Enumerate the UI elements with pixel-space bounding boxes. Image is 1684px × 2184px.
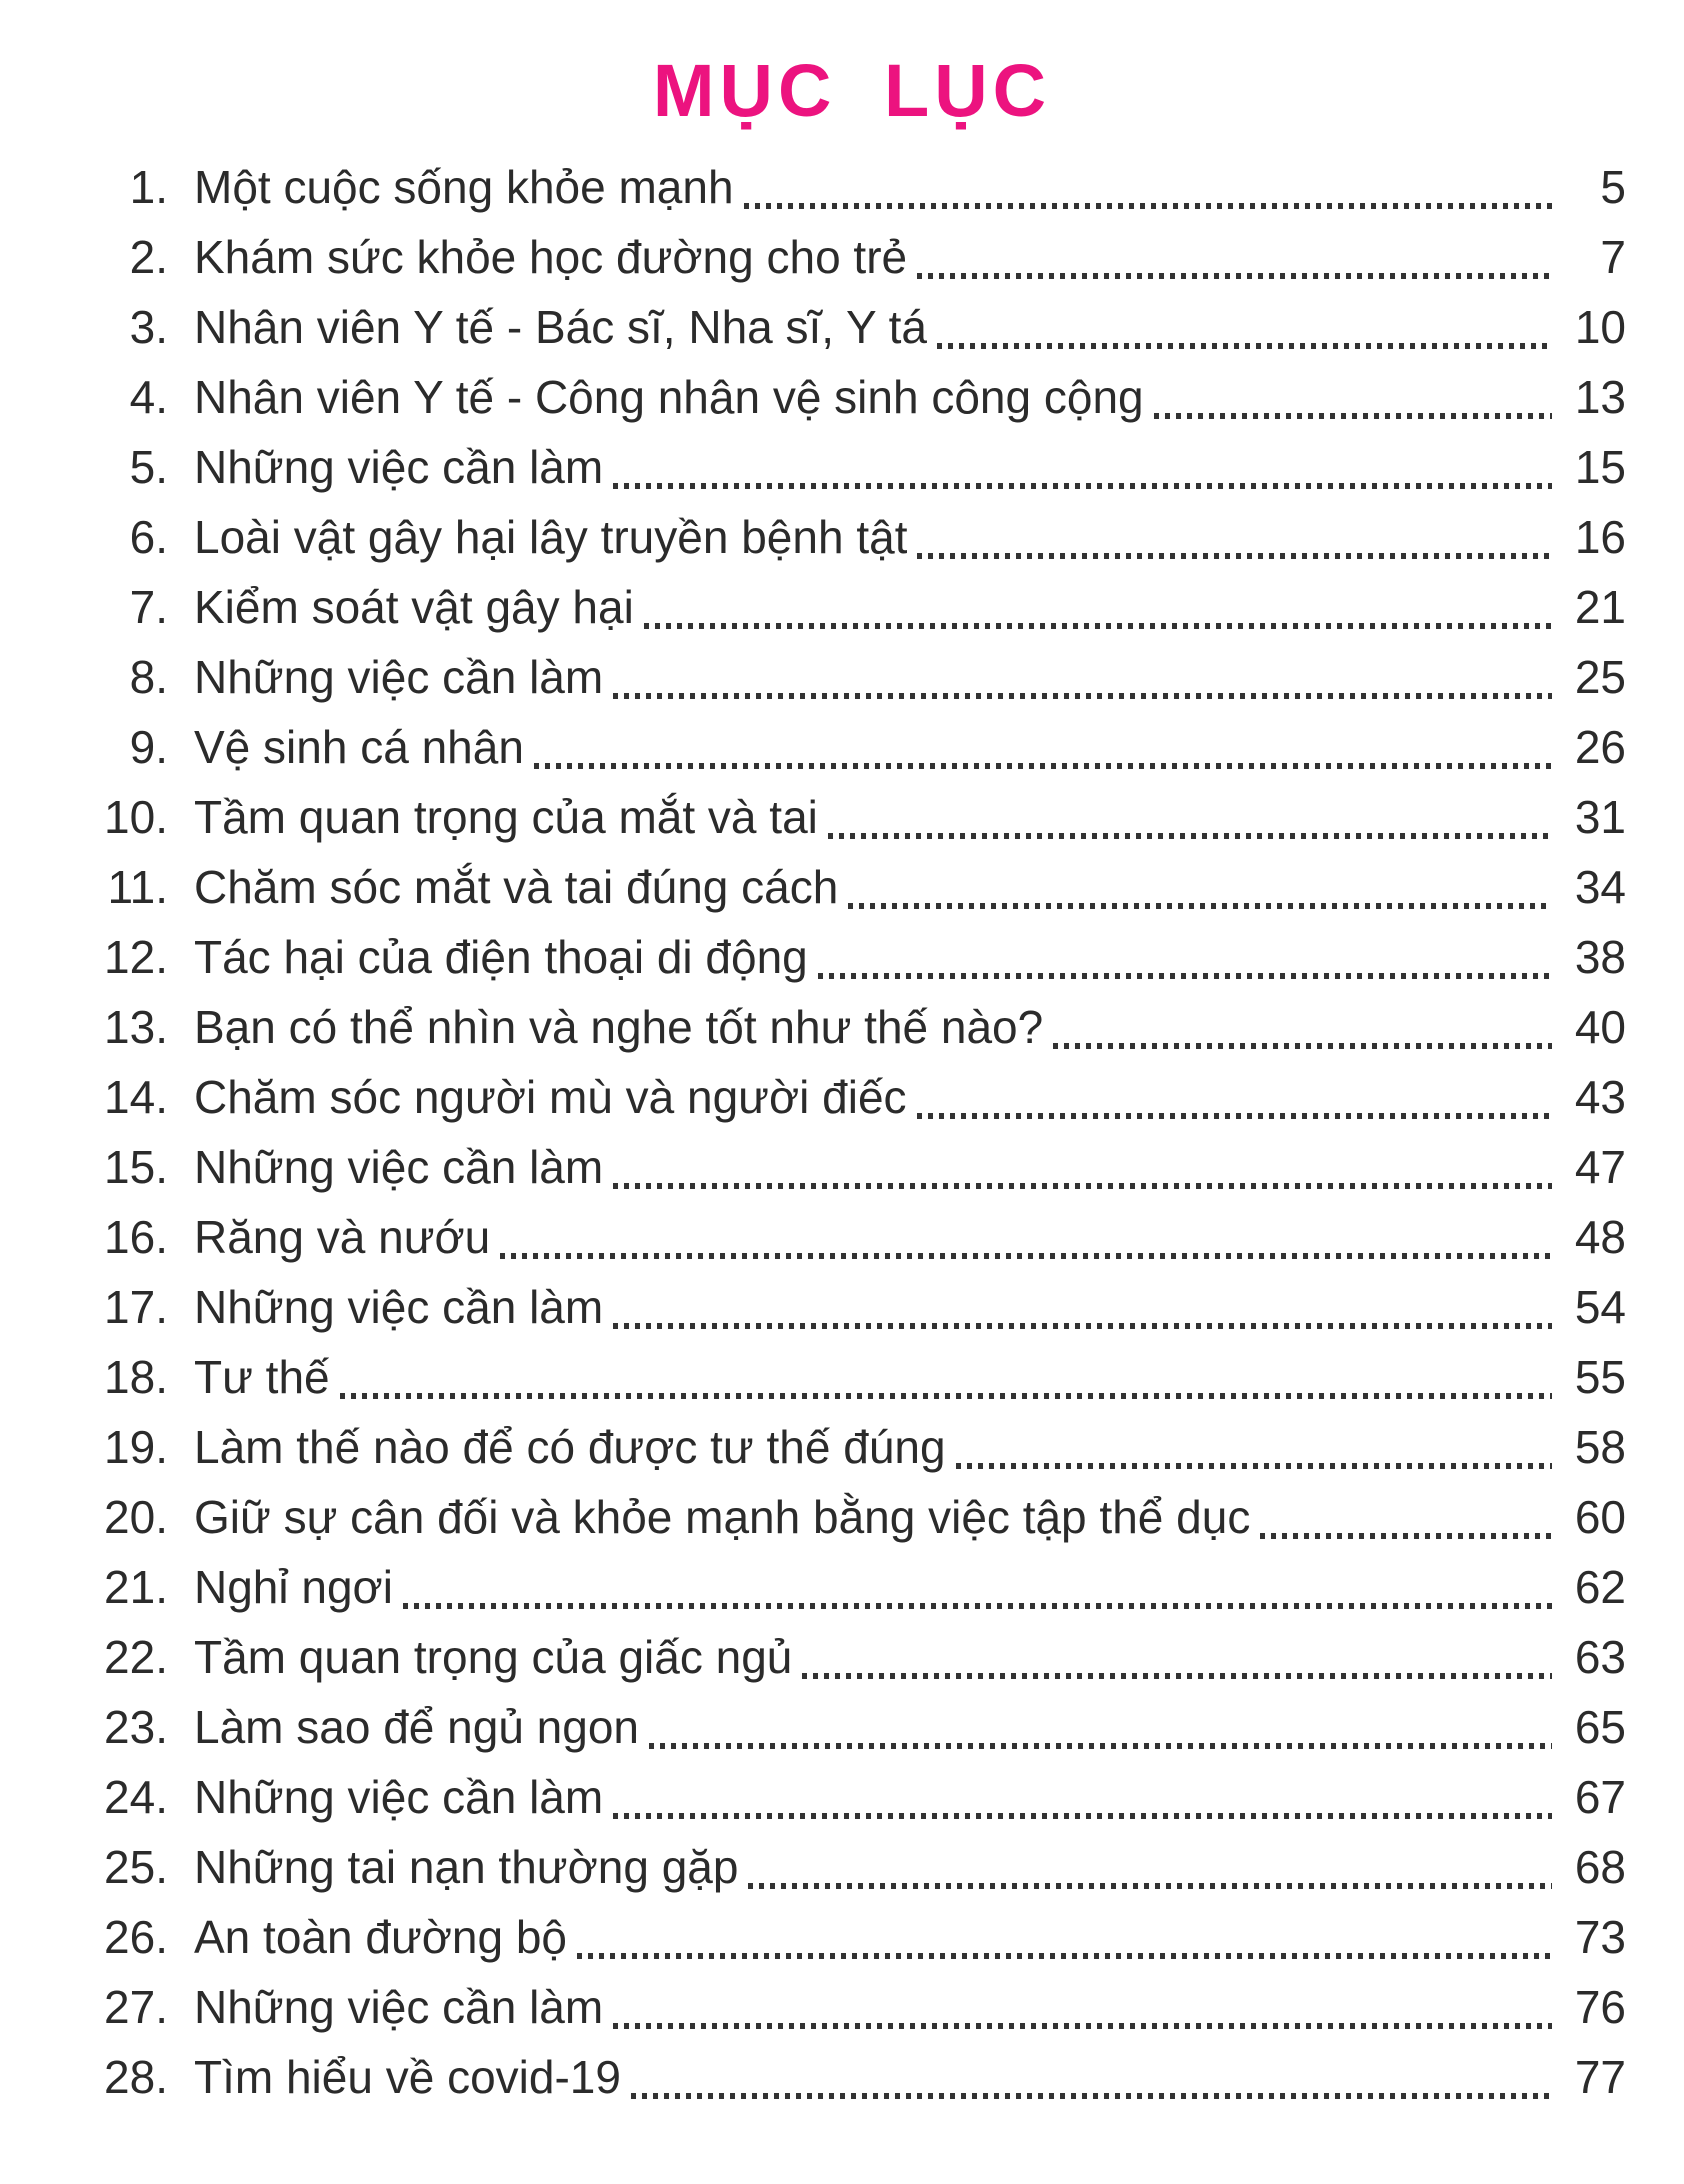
entry-number: 14. [104,1071,168,1123]
entry-number: 11. [107,861,168,913]
entry-number: 7. [129,581,168,633]
dot-leader [649,1743,1552,1749]
dot-leader [917,273,1552,279]
dot-leader [613,1323,1552,1329]
dot-leader [937,343,1552,349]
dot-leader [1154,413,1552,419]
entry-page: 13 [1574,371,1626,423]
entry-page: 7 [1600,231,1626,283]
entry-title: Nghỉ ngơi [194,1561,393,1613]
entry-page: 34 [1574,861,1626,913]
toc-entry [78,572,1626,642]
toc-entry [78,642,1626,712]
entry-number: 1. [129,161,168,213]
page-title: MỤC LỤC [652,49,1052,132]
dot-leader [403,1603,1552,1609]
dot-leader [577,1953,1552,1959]
entry-title: Kiểm soát vật gây hại [194,581,634,633]
entry-title: Giữ sự cân đối và khỏe mạnh bằng việc tập thể dục [194,1491,1251,1543]
entry-title: Khám sức khỏe học đường cho trẻ [194,231,908,283]
dot-leader [613,693,1552,699]
entry-page: 67 [1574,1771,1626,1823]
dot-leader [744,203,1552,209]
toc-entry [78,852,1626,922]
entry-number: 22. [104,1631,168,1683]
entry-title: Răng và nướu [194,1211,491,1263]
entry-number: 23. [104,1701,168,1753]
entry-page: 10 [1574,301,1626,353]
dot-leader [956,1463,1552,1469]
toc-entry [78,1482,1626,1552]
dot-leader [818,973,1552,979]
entry-number: 16. [104,1211,168,1263]
dot-leader [613,1813,1552,1819]
toc-entry [78,992,1626,1062]
entry-page: 63 [1574,1631,1626,1683]
dot-leader [500,1253,1552,1259]
entry-page: 77 [1574,2051,1626,2103]
entry-page: 25 [1574,651,1626,703]
dot-leader [917,1113,1552,1119]
entry-title: Những việc cần làm [194,1281,604,1333]
entry-number: 18. [104,1351,168,1403]
entry-number: 12. [104,931,168,983]
toc-entry [78,2042,1626,2112]
toc-entry [78,1272,1626,1342]
toc-entry [78,222,1626,292]
entry-title: Bạn có thể nhìn và nghe tốt như thế nào? [194,1001,1044,1053]
entry-title: Loài vật gây hại lây truyền bệnh tật [194,511,908,563]
entry-title: Tác hại của điện thoại di động [194,931,808,983]
entry-title: Làm thế nào để có được tư thế đúng [194,1421,946,1473]
entry-page: 31 [1574,791,1626,843]
entry-page: 73 [1574,1911,1626,1963]
entry-page: 58 [1574,1421,1626,1473]
entry-number: 2. [129,231,168,283]
entry-number: 21. [104,1561,168,1613]
entry-page: 43 [1574,1071,1626,1123]
dot-leader [631,2093,1552,2099]
toc-entry [78,1972,1626,2042]
dot-leader [748,1883,1552,1889]
toc-entry [78,712,1626,782]
entry-title: Vệ sinh cá nhân [194,721,524,773]
entry-title: Những tai nạn thường gặp [194,1841,739,1893]
entry-title: Một cuộc sống khỏe mạnh [194,161,734,213]
entry-page: 60 [1574,1491,1626,1543]
entry-title: Tầm quan trọng của giấc ngủ [194,1631,793,1683]
dot-leader [340,1393,1552,1399]
toc-list [78,152,1626,2112]
entry-page: 62 [1574,1561,1626,1613]
entry-page: 38 [1574,931,1626,983]
toc-entry [78,432,1626,502]
entry-number: 24. [104,1771,168,1823]
entry-page: 48 [1574,1211,1626,1263]
entry-number: 3. [129,301,168,353]
entry-number: 17. [104,1281,168,1333]
toc-entry [78,1412,1626,1482]
entry-title: An toàn đường bộ [194,1911,568,1963]
entry-number: 26. [104,1911,168,1963]
entry-title: Làm sao để ngủ ngon [194,1701,640,1753]
entry-number: 8. [129,651,168,703]
entry-title: Tìm hiểu về covid-19 [194,2051,621,2103]
entry-number: 6. [129,511,168,563]
entry-title: Tư thế [194,1351,330,1403]
entry-page: 76 [1574,1981,1626,2033]
entry-title: Những việc cần làm [194,441,604,493]
toc-entry [78,1552,1626,1622]
toc-entry [78,1132,1626,1202]
entry-number: 15. [104,1141,168,1193]
toc-entry [78,1762,1626,1832]
dot-leader [534,763,1552,769]
dot-leader [848,903,1552,909]
dot-leader [802,1673,1552,1679]
entry-number: 4. [129,371,168,423]
entry-page: 16 [1574,511,1626,563]
dot-leader [613,1183,1552,1189]
entry-title: Những việc cần làm [194,1771,604,1823]
entry-title: Nhân viên Y tế - Bác sĩ, Nha sĩ, Y tá [194,301,928,353]
entry-number: 28. [104,2051,168,2103]
entry-page: 26 [1574,721,1626,773]
entry-page: 65 [1574,1701,1626,1753]
dot-leader [1260,1533,1552,1539]
entry-page: 5 [1600,161,1626,213]
entry-page: 21 [1574,581,1626,633]
toc-entry [78,1902,1626,1972]
dot-leader [1053,1043,1552,1049]
toc-entry [78,292,1626,362]
toc-entry [78,1062,1626,1132]
toc-entry [78,922,1626,992]
dot-leader [644,623,1552,629]
dot-leader [613,2023,1552,2029]
toc-entry [78,152,1626,222]
toc-entry [78,502,1626,572]
entry-page: 40 [1574,1001,1626,1053]
toc-entry [78,1202,1626,1272]
entry-title: Chăm sóc người mù và người điếc [194,1071,907,1123]
toc-entry [78,782,1626,852]
entry-title: Những việc cần làm [194,1981,604,2033]
entry-title: Nhân viên Y tế - Công nhân vệ sinh công cộng [194,371,1144,423]
entry-number: 9. [129,721,168,773]
entry-number: 13. [104,1001,168,1053]
entry-number: 25. [104,1841,168,1893]
toc-entry [78,1342,1626,1412]
entry-page: 55 [1574,1351,1626,1403]
dot-leader [828,833,1552,839]
toc-entry [78,1832,1626,1902]
entry-number: 19. [104,1421,168,1473]
entry-page: 15 [1574,441,1626,493]
entry-number: 27. [104,1981,168,2033]
toc-entry [78,362,1626,432]
toc-entry [78,1622,1626,1692]
entry-page: 47 [1574,1141,1626,1193]
entry-number: 10. [104,791,168,843]
dot-leader [917,553,1552,559]
dot-leader [613,483,1552,489]
entry-title: Tầm quan trọng của mắt và tai [194,791,818,843]
entry-page: 54 [1574,1281,1626,1333]
toc-entry [78,1692,1626,1762]
entry-title: Những việc cần làm [194,1141,604,1193]
entry-number: 5. [129,441,168,493]
entry-title: Những việc cần làm [194,651,604,703]
entry-page: 68 [1574,1841,1626,1893]
entry-title: Chăm sóc mắt và tai đúng cách [194,861,839,913]
entry-number: 20. [104,1491,168,1543]
